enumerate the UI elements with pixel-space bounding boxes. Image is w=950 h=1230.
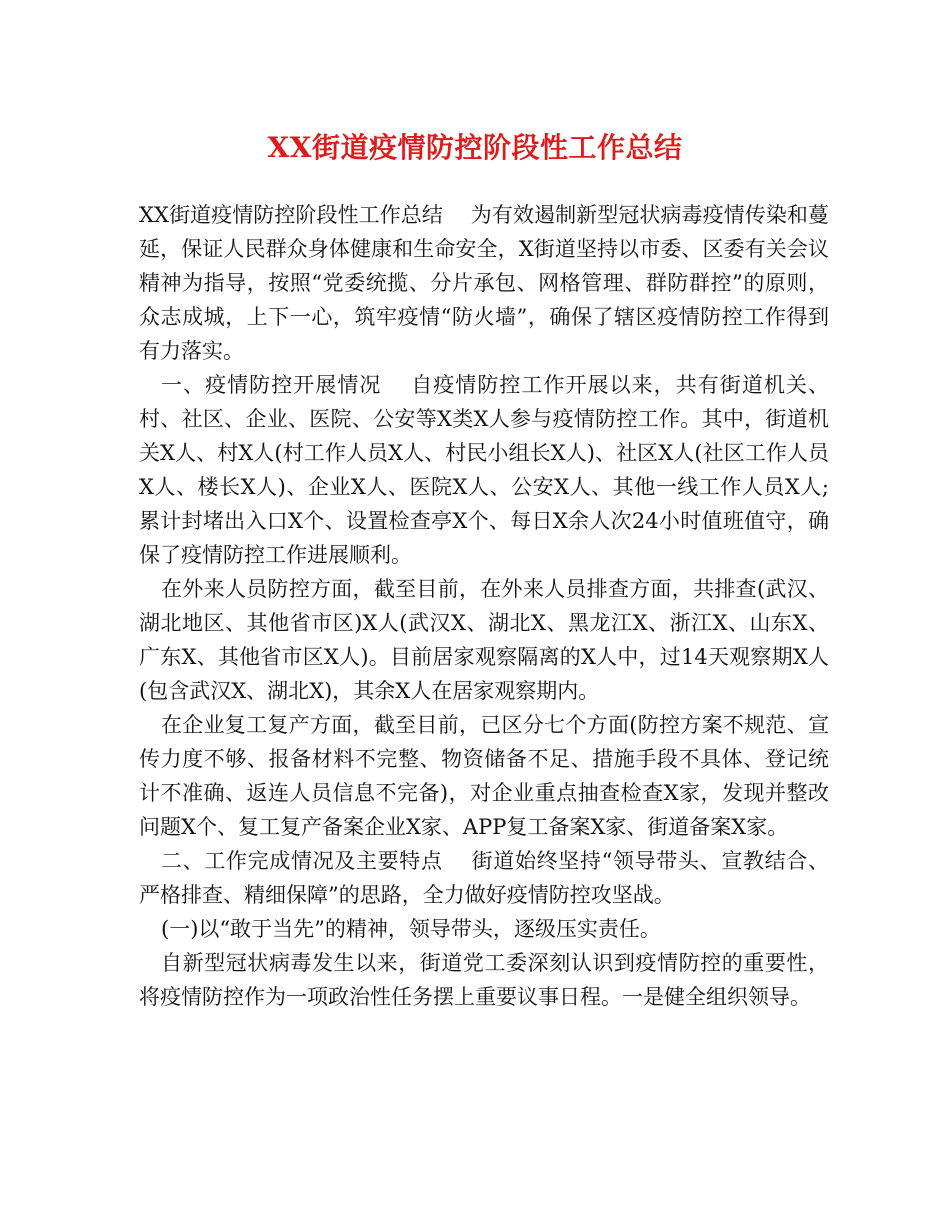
paragraph-section-one: 一、疫情防控开展情况 自疫情防控工作开展以来，共有街道机关、村、社区、企业、医院、公安等X类X人参与疫情防控工作。其中，街道机关X人、村X人(村工作人员X人、村民小组长X人)、社区X人(社区工作人员X人、楼长X人)、企业X人、医院X人、公安X人、其他一线工作人员X人;累计封堵出入口X个、设置检查亭X个、每日X余人次24小时值班值守，确保了疫情防控工作进展顺利。 [139,373,829,567]
paragraph-section-two: 二、工作完成情况及主要特点 街道始终坚持“领导带头、宣教结合、严格排查、精细保障”的思路，全力做好疫情防控攻坚战。 [139,849,829,907]
paragraph-intro: XX街道疫情防控阶段性工作总结 为有效遏制新型冠状病毒疫情传染和蔓延，保证人民群众身体健康和生命安全，X街道坚持以市委、区委有关会议精神为指导，按照“党委统揽、分片承包、网格管理、群防群控”的原则，众志成城，上下一心，筑牢疫情“防火墙”，确保了辖区疫情防控工作得到有力落实。 [139,203,829,363]
document-title: XX街道疫情防控阶段性工作总结 [267,131,683,164]
paragraph-leadership: 自新型冠状病毒发生以来，街道党工委深刻认识到疫情防控的重要性，将疫情防控作为一项政治性任务摆上重要议事日程。一是健全组织领导。 [139,951,829,1009]
paragraph-subsection-one: (一)以“敢于当先”的精神，领导带头，逐级压实责任。 [161,917,661,941]
document-body [139,198,829,1014]
paragraph-outside-personnel: 在外来人员防控方面，截至目前，在外来人员排查方面，共排查(武汉、湖北地区、其他省市区)X人(武汉X、湖北X、黑龙江X、浙江X、山东X、广东X、其他省市区X人)。目前居家观察隔离的X人中，过14天观察期X人(包含武汉X、湖北X)，其余X人在居家观察期内。 [139,577,829,703]
paragraph-enterprise-resumption: 在企业复工复产方面，截至目前，已区分七个方面(防控方案不规范、宣传力度不够、报备材料不完整、物资储备不足、措施手段不具体、登记统计不准确、返连人员信息不完备)，对企业重点抽查检查X家，发现并整改问题X个、复工复产备案企业X家、APP复工备案X家、街道备案X家。 [139,713,829,839]
